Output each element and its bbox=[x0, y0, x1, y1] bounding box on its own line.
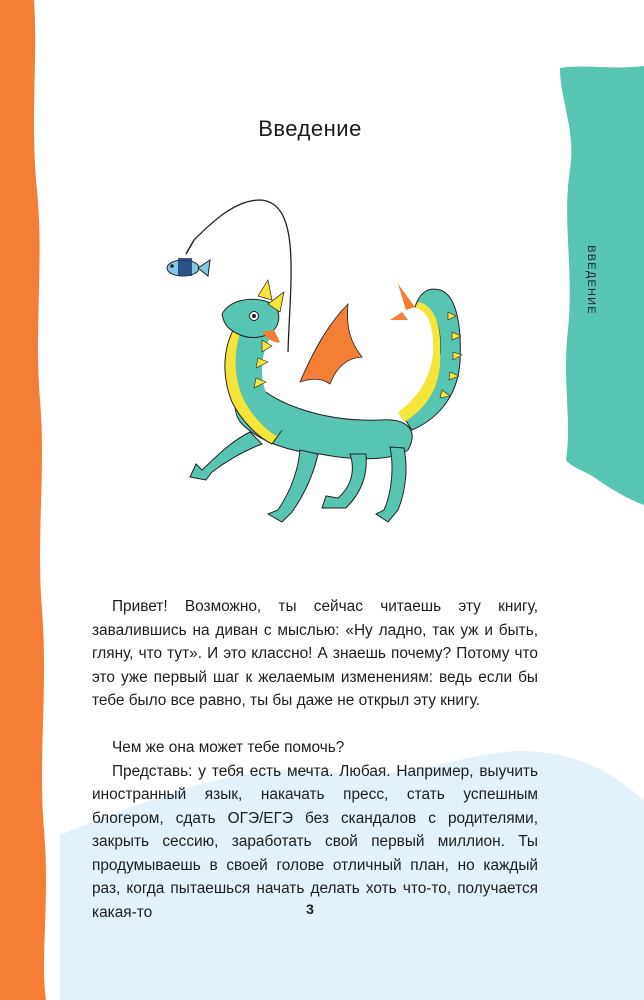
page-number: 3 bbox=[306, 901, 314, 917]
paragraph-intro: Привет! Возможно, ты сейчас читаешь эту книгу, завалившись на диван с мыслью: «Ну ладно, так уж и быть, гляну, что тут». И это классно! А знаешь почему? Потому что это уже первый шаг к желаемым изменениям: ведь если бы тебе было все равно, ты бы даже не открыл эту книгу. bbox=[92, 598, 538, 709]
body-text-block bbox=[92, 595, 538, 924]
orange-left-strip bbox=[0, 0, 46, 1000]
paragraph-imagine: Представь: у тебя есть мечта. Любая. Например, выучить иностранный язык, накачать пресс, стать успешным блогером, сдать ОГЭ/ЕГЭ без скандалов с родителями, закрыть сессию, заработать свой первый миллион. Ты продумываешь в своей голове отличный план, но каждый раз, когда пытаешься начать делать хоть что-то, получается какая-то bbox=[92, 762, 538, 921]
side-tab-label: ВВЕДЕНИЕ bbox=[585, 245, 597, 315]
paragraph-question: Чем же она может тебе помочь? bbox=[112, 739, 345, 756]
fish-icon bbox=[167, 258, 210, 276]
dragon-with-fish-on-rod-icon bbox=[150, 192, 480, 537]
chapter-title: Введение bbox=[258, 116, 362, 141]
